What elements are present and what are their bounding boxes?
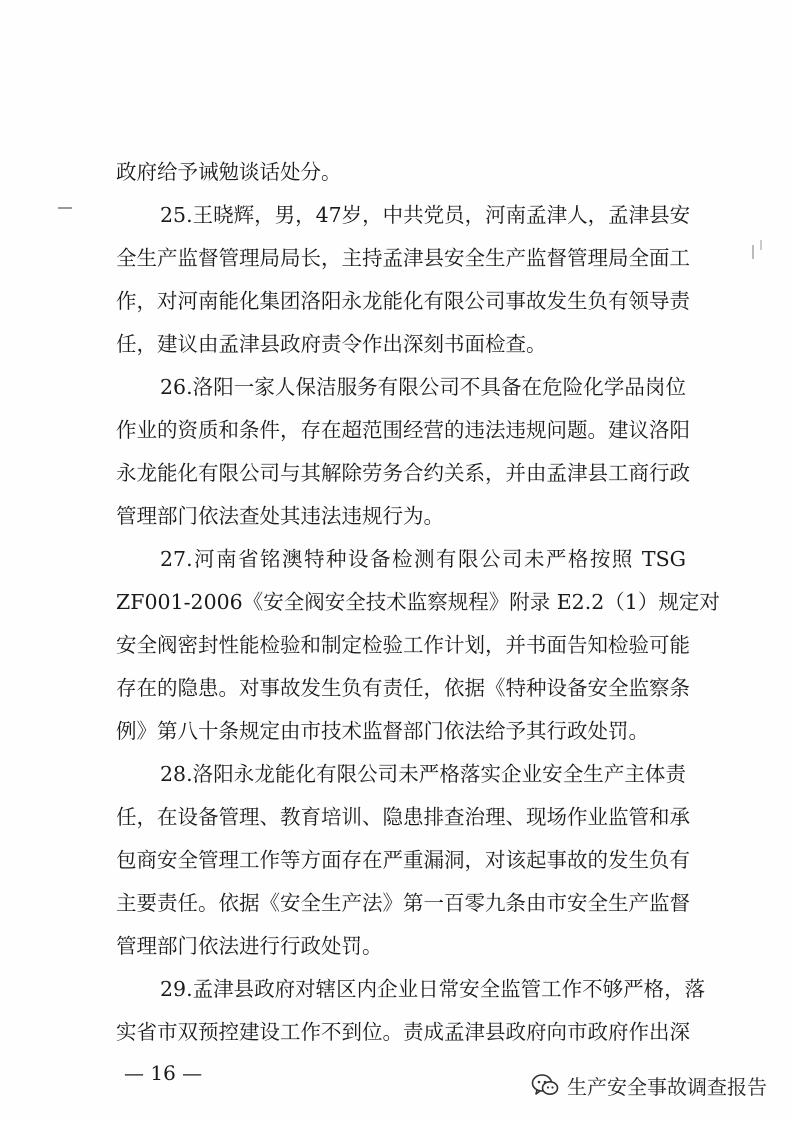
paragraph-start-line: 27.河南省铭澳特种设备检测有限公司未严格按照 TSG [160,547,686,571]
text-line: 例》第八十条规定由市技术监督部门依法给予其行政处罚。 [116,719,649,743]
text-line: 包商安全管理工作等方面存在严重漏洞，对该起事故的发生负有 [116,848,690,872]
text-line: 永龙能化有限公司与其解除劳务合约关系，并由孟津县工商行政 [116,461,690,485]
scan-speck [752,245,754,259]
scan-speck [58,207,72,209]
paragraph-start-line: 28.洛阳永龙能化有限公司未严格落实企业安全生产主体责 [160,762,686,786]
scan-speck [760,240,762,250]
text-line: 主要责任。依据《安全生产法》第一百零九条由市安全生产监督 [116,891,690,915]
text-line: 任，在设备管理、教育培训、隐患排查治理、现场作业监管和承 [116,805,690,829]
text-line: 实省市双预控建设工作不到位。责成孟津县政府向市政府作出深 [116,1020,690,1044]
text-line: 任，建议由孟津县政府责令作出深刻书面检查。 [116,332,547,356]
text-line: 安全阀密封性能检验和制定检验工作计划，并书面告知检验可能 [116,633,690,657]
paragraph-start-line: 29.孟津县政府对辖区内企业日常安全监管工作不够严格，落 [160,977,706,1001]
page-number: — 16 — [124,1061,203,1085]
text-line: 政府给予诫勉谈话处分。 [116,160,342,184]
text-line: ZF001-2006《安全阀安全技术监察规程》附录 E2.2（1）规定对 [116,590,720,614]
paragraph-start-line: 26.洛阳一家人保洁服务有限公司不具备在危险化学品岗位 [160,375,686,399]
paragraph-start-line: 25.王晓辉，男，47岁，中共党员，河南孟津人，孟津县安 [160,203,691,227]
text-line: 管理部门依法查处其违法违规行为。 [116,504,444,528]
text-line: 作业的资质和条件，存在超范围经营的违法违规问题。建议洛阳 [116,418,690,442]
watermark [531,1069,767,1101]
text-line: 全生产监督管理局局长，主持孟津县安全生产监督管理局全面工 [116,246,690,270]
text-line: 作，对河南能化集团洛阳永龙能化有限公司事故发生负有领导责 [116,289,690,313]
text-line: 存在的隐患。对事故发生负有责任，依据《特种设备安全监察条 [116,676,690,700]
wechat-icon [531,1073,559,1097]
watermark-text: 生产安全事故调查报告 [567,1074,767,1099]
text-line: 管理部门依法进行行政处罚。 [116,934,383,958]
